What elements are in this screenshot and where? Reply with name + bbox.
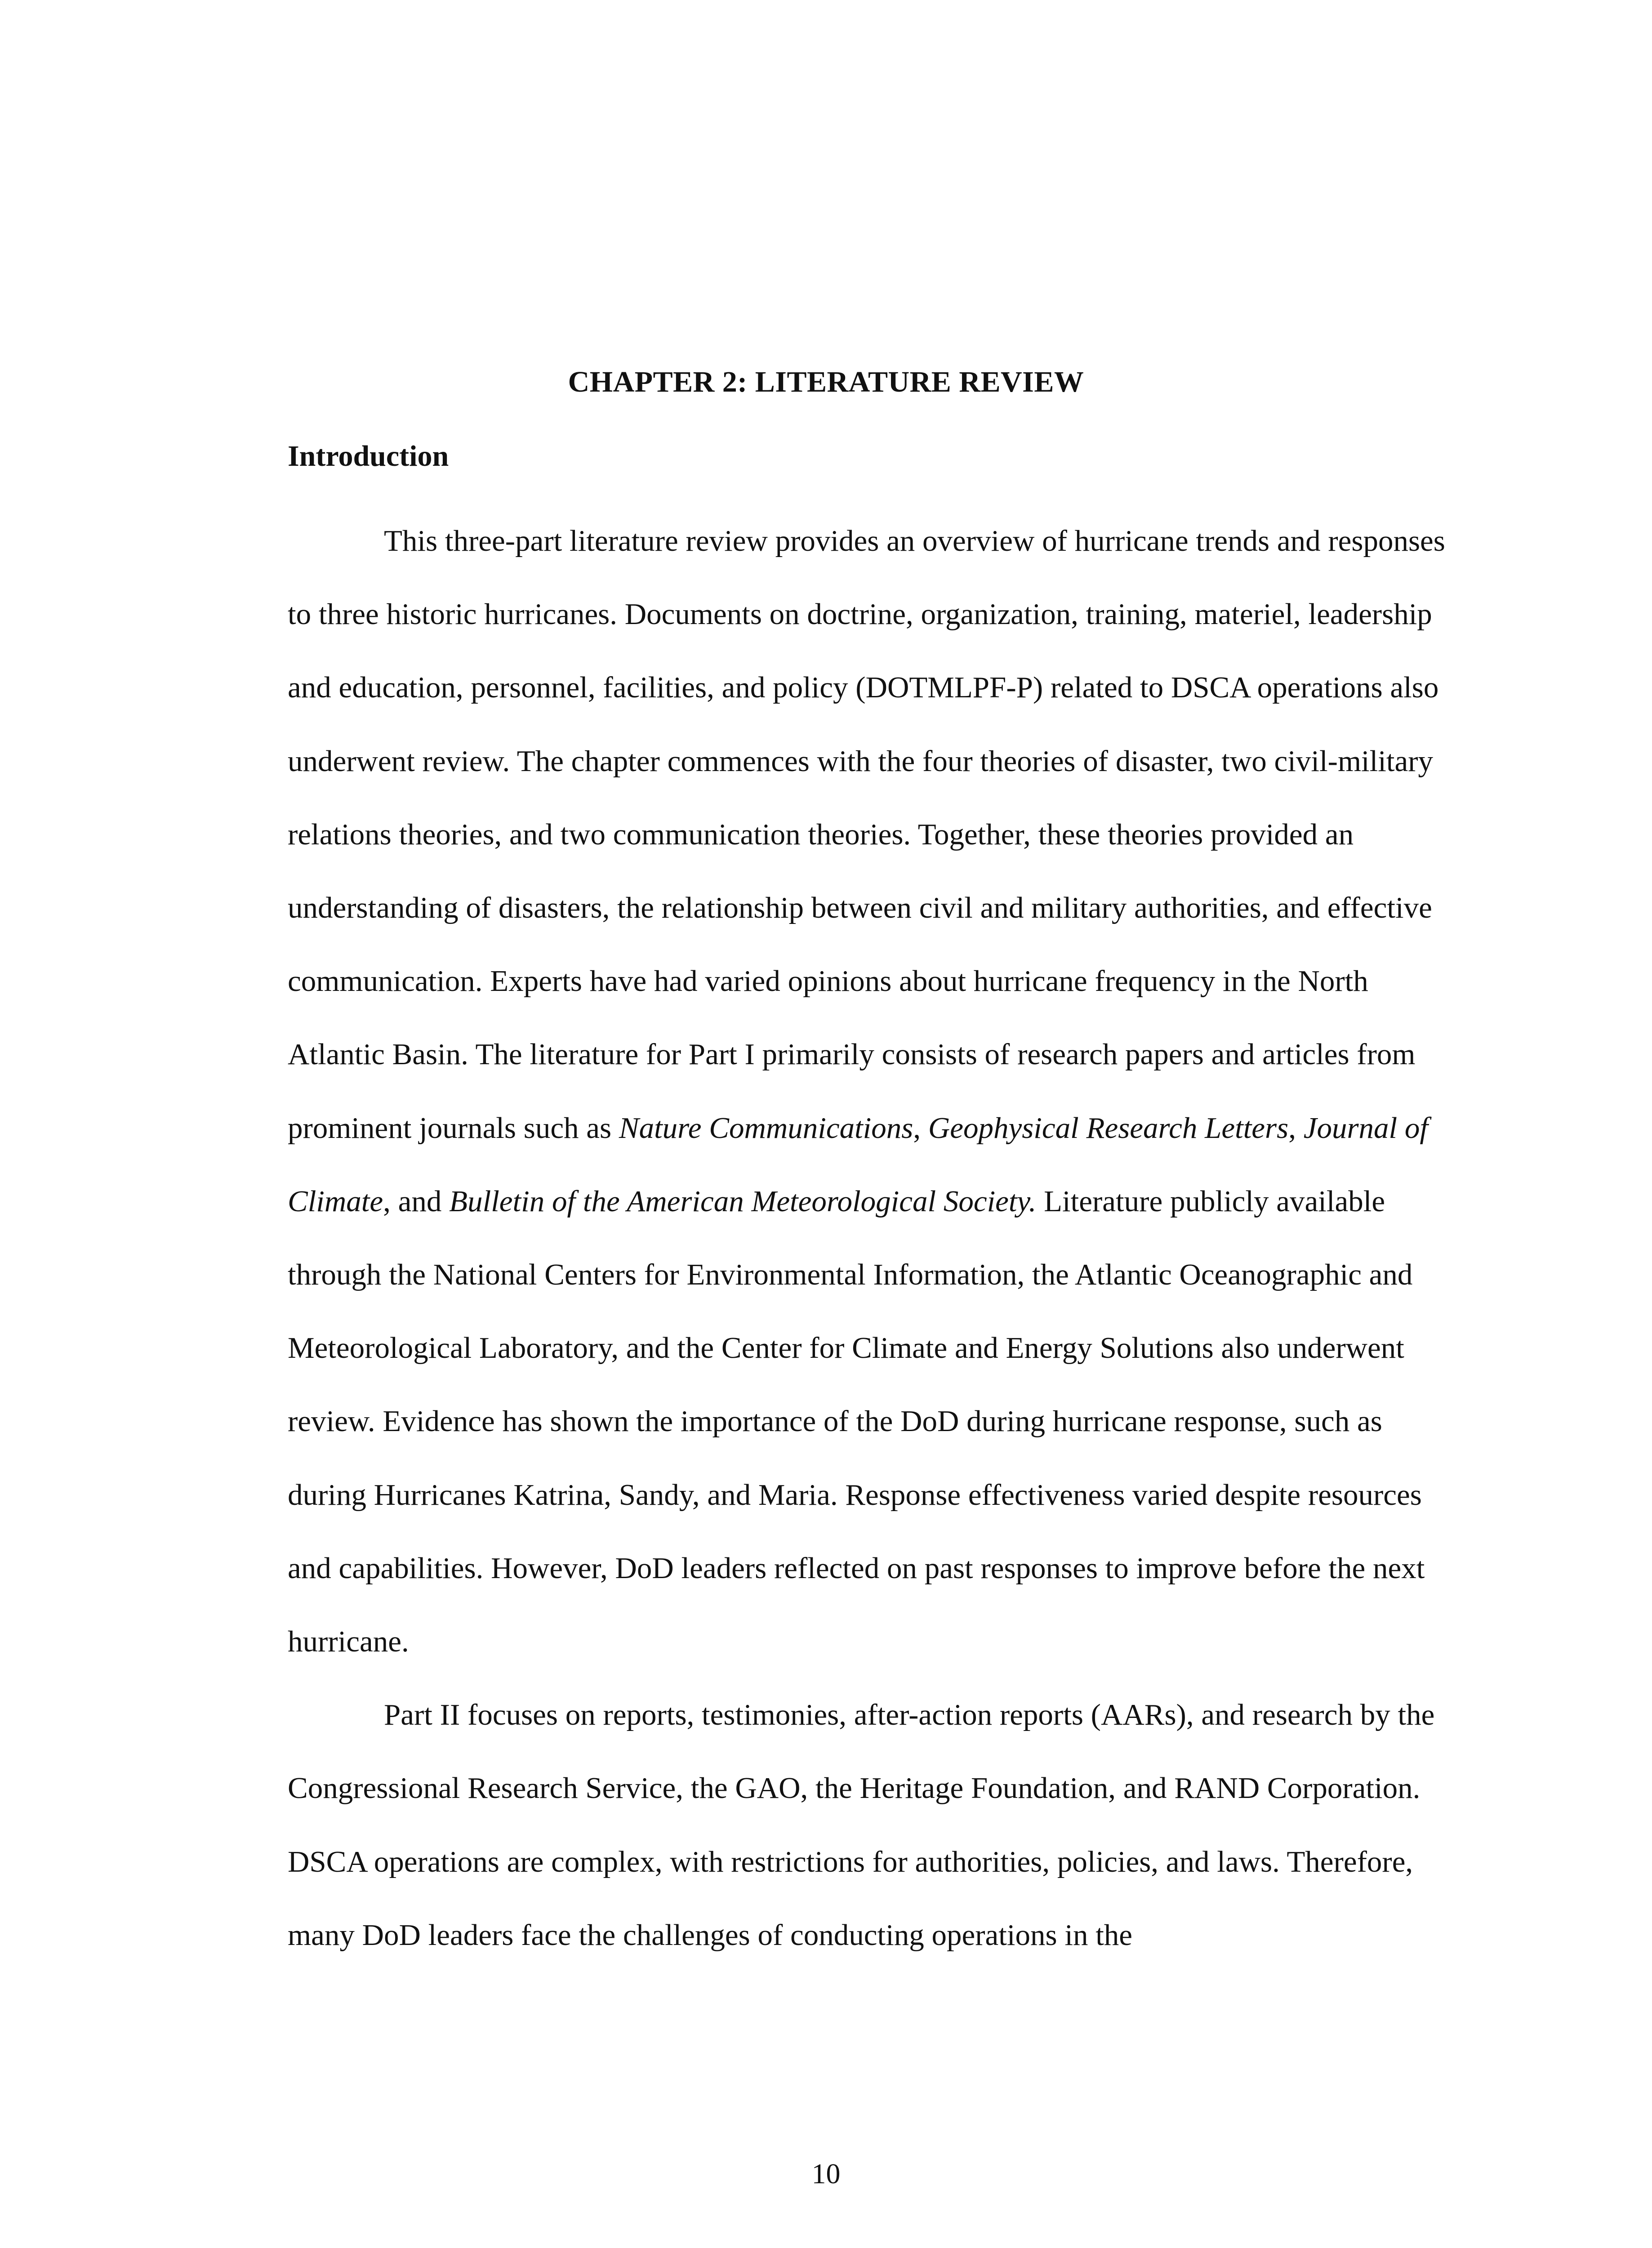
separator-1: , xyxy=(913,1111,928,1145)
journal-title-journal-of-climate: Journal of Climate xyxy=(288,1111,1428,1218)
paragraph-1-text-a: This three-part literature review provides an overview of hurricane trends and responses to three historic hurricanes. Documents on doctrine, organization, training, materiel, leadership and education, personnel, facilities, and policy (DOTMLPF-P) related to DSCA operations also underwent review. The chapter commences with the four theories of disaster, two civil-military relations theories, and two communication theories. Together, these theories provided an understanding of disasters, the relationship between civil and military authorities, and effective communication. Experts have had varied opinions about hurricane frequency in the North Atlantic Basin. The literature for Part I primarily consists of research papers and articles from prominent journals such as xyxy=(288,524,1445,1145)
paragraph-1 xyxy=(288,504,1452,1678)
paragraph-1-text-b: Literature publicly available through the National Centers for Environmental Information, the Atlantic Oceanographic and Meteorological Laboratory, and the Center for Climate and Energy Solutions also underwent review. Evidence has shown the importance of the DoD during hurricane response, such as during Hurricanes Katrina, Sandy, and Maria. Response effectiveness varied despite resources and capabilities. However, DoD leaders reflected on past responses to improve before the next hurricane. xyxy=(288,1184,1425,1659)
separator-3: , and xyxy=(383,1184,450,1218)
journal-title-nature-communications: Nature Communications xyxy=(619,1111,913,1145)
page-number: 10 xyxy=(811,2158,841,2190)
journal-title-geophysical-research-letters: Geophysical Research Letters xyxy=(928,1111,1289,1145)
paragraph-2: Part II focuses on reports, testimonies, after-action reports (AARs), and research by the Congressional Research Service, the GAO, the Heritage Foundation, and RAND Corporation. DSCA operations are complex, with restrictions for authorities, policies, and laws. Therefore, many DoD leaders face the challenges of conducting operations in the xyxy=(288,1698,1435,1952)
section-heading-introduction: Introduction xyxy=(288,440,449,473)
journal-title-bulletin-ams: Bulletin of the American Meteorological Society. xyxy=(449,1184,1037,1218)
chapter-title: CHAPTER 2: LITERATURE REVIEW xyxy=(568,366,1084,398)
separator-2: , xyxy=(1288,1111,1304,1145)
body-text xyxy=(288,504,1452,1972)
